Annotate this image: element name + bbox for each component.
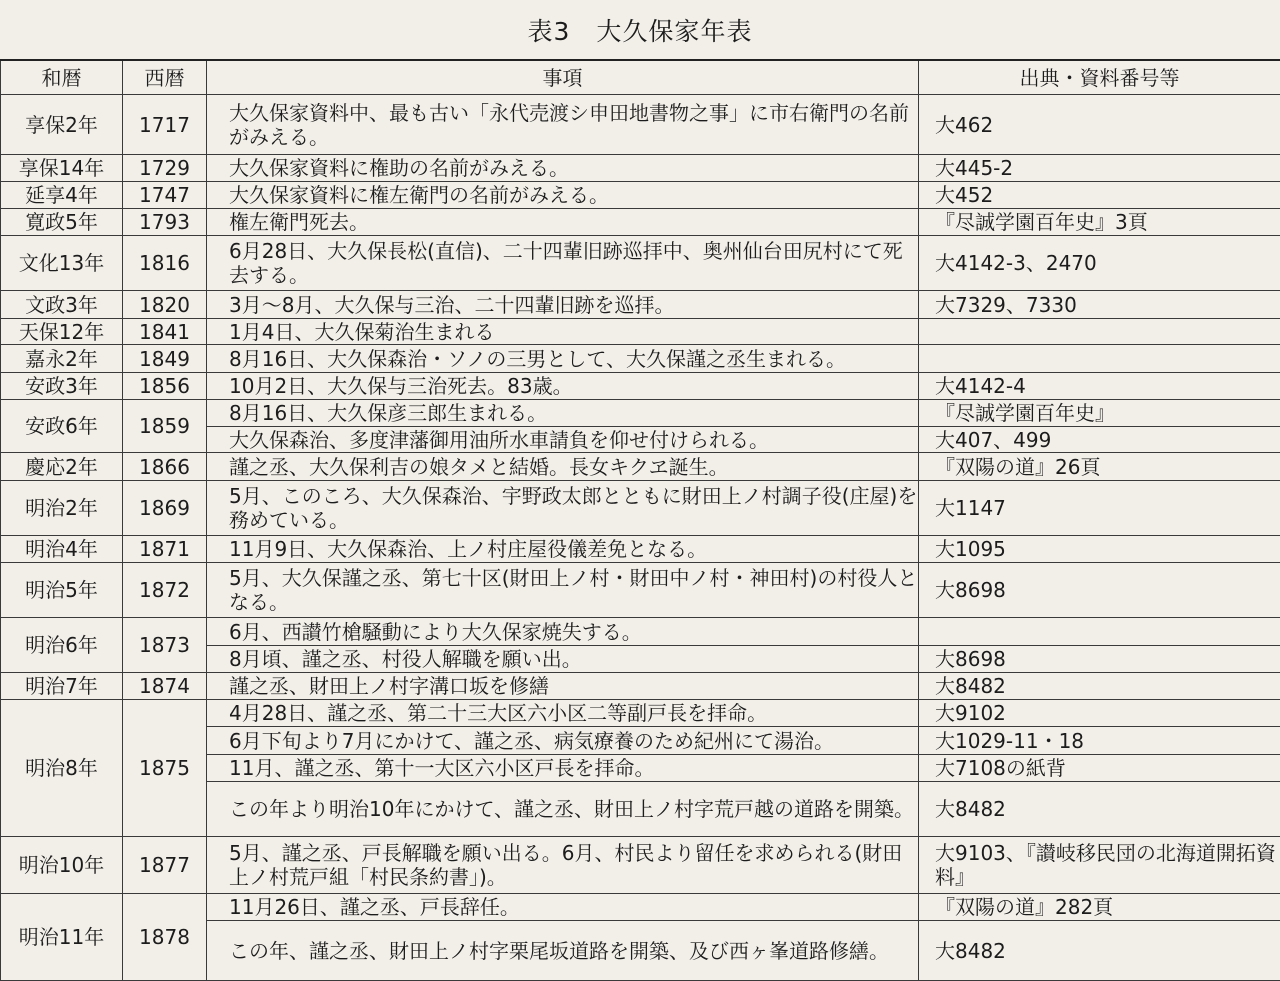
era-cell: 文政3年 bbox=[1, 291, 123, 319]
era-cell: 明治6年 bbox=[1, 618, 123, 673]
table-row bbox=[1, 563, 1280, 618]
year-cell: 1875 bbox=[123, 700, 207, 837]
era-cell: 嘉永2年 bbox=[1, 345, 123, 373]
event-text: 8月16日、大久保彦三郎生まれる。 bbox=[229, 401, 918, 425]
year-cell: 1871 bbox=[123, 536, 207, 563]
source-cell bbox=[919, 319, 1280, 345]
source-text: 『尽誠学園百年史』3頁 bbox=[935, 210, 1280, 234]
table-row bbox=[1, 319, 1280, 345]
era-cell: 明治4年 bbox=[1, 536, 123, 563]
event-text: 大久保家資料に権左衛門の名前がみえる。 bbox=[229, 183, 918, 207]
source-cell bbox=[919, 563, 1280, 618]
table-row bbox=[1, 209, 1280, 236]
event-text: 大久保家資料に権助の名前がみえる。 bbox=[229, 156, 918, 180]
table-row bbox=[1, 155, 1280, 182]
table-row bbox=[1, 345, 1280, 373]
source-cell bbox=[919, 236, 1280, 291]
era-cell: 明治7年 bbox=[1, 673, 123, 700]
source-cell bbox=[919, 373, 1280, 400]
year-cell: 1717 bbox=[123, 95, 207, 155]
era-cell: 文化13年 bbox=[1, 236, 123, 291]
era-cell: 享保2年 bbox=[1, 95, 123, 155]
event-text: 謹之丞、大久保利吉の娘タメと結婚。長女キクヱ誕生。 bbox=[229, 455, 918, 479]
source-cell bbox=[919, 673, 1280, 700]
event-text: 4月28日、謹之丞、第二十三大区六小区二等副戸長を拝命。 bbox=[229, 701, 918, 725]
table-row bbox=[1, 291, 1280, 319]
source-cell bbox=[919, 95, 1280, 155]
event-cell bbox=[207, 400, 919, 427]
source-cell bbox=[919, 155, 1280, 182]
era-cell: 安政6年 bbox=[1, 400, 123, 453]
table-row bbox=[1, 236, 1280, 291]
event-cell bbox=[207, 373, 919, 400]
table-row bbox=[1, 673, 1280, 700]
source-cell bbox=[919, 755, 1280, 782]
event-text: 8月16日、大久保森治・ソノの三男として、大久保謹之丞生まれる。 bbox=[229, 347, 918, 371]
event-text: 大久保森治、多度津藩御用油所水車請負を仰せ付けられる。 bbox=[229, 428, 918, 452]
source-cell bbox=[919, 182, 1280, 209]
table-row bbox=[1, 894, 1280, 921]
year-cell: 1873 bbox=[123, 618, 207, 673]
event-text: 5月、大久保謹之丞、第七十区(財田上ノ村・財田中ノ村・神田村)の村役人となる。 bbox=[229, 566, 918, 614]
source-text: 大1095 bbox=[935, 537, 1280, 561]
era-cell: 明治8年 bbox=[1, 700, 123, 837]
table-row bbox=[1, 837, 1280, 894]
source-cell bbox=[919, 837, 1280, 894]
source-text: 『双陽の道』26頁 bbox=[935, 455, 1280, 479]
event-cell bbox=[207, 755, 919, 782]
source-text: 大7108の紙背 bbox=[935, 756, 1280, 780]
event-cell bbox=[207, 182, 919, 209]
era-cell: 明治5年 bbox=[1, 563, 123, 618]
event-text: 6月、西讃竹槍騒動により大久保家焼失する。 bbox=[229, 620, 918, 644]
source-text: 大9102 bbox=[935, 701, 1280, 725]
source-text: 大8482 bbox=[935, 674, 1280, 698]
event-text: 11月、謹之丞、第十一大区六小区戸長を拝命。 bbox=[229, 756, 918, 780]
year-cell: 1793 bbox=[123, 209, 207, 236]
source-text: 『双陽の道』282頁 bbox=[935, 895, 1280, 919]
year-cell: 1874 bbox=[123, 673, 207, 700]
event-cell bbox=[207, 700, 919, 727]
year-cell: 1820 bbox=[123, 291, 207, 319]
header-source: 出典・資料番号等 bbox=[919, 60, 1280, 95]
era-cell: 寛政5年 bbox=[1, 209, 123, 236]
source-cell bbox=[919, 453, 1280, 481]
year-cell: 1816 bbox=[123, 236, 207, 291]
header-row bbox=[1, 60, 1280, 95]
source-cell bbox=[919, 481, 1280, 536]
event-cell bbox=[207, 782, 919, 837]
source-cell bbox=[919, 921, 1280, 981]
table-title: 表3 大久保家年表 bbox=[0, 12, 1280, 48]
event-text: 3月～8月、大久保与三治、二十四輩旧跡を巡拝。 bbox=[229, 293, 918, 317]
source-cell bbox=[919, 782, 1280, 837]
header-wareki: 和暦 bbox=[1, 60, 123, 95]
event-cell bbox=[207, 921, 919, 981]
source-text: 大1147 bbox=[935, 496, 1280, 520]
source-cell bbox=[919, 427, 1280, 453]
era-cell: 天保12年 bbox=[1, 319, 123, 345]
event-cell bbox=[207, 291, 919, 319]
era-cell: 明治2年 bbox=[1, 481, 123, 536]
source-text: 大8698 bbox=[935, 578, 1280, 602]
source-cell bbox=[919, 727, 1280, 755]
year-cell: 1747 bbox=[123, 182, 207, 209]
event-cell bbox=[207, 155, 919, 182]
event-cell bbox=[207, 563, 919, 618]
event-text: 5月、このころ、大久保森治、宇野政太郎とともに財田上ノ村調子役(庄屋)を務めている。 bbox=[229, 484, 918, 532]
event-cell bbox=[207, 618, 919, 646]
event-text: この年より明治10年にかけて、謹之丞、財田上ノ村字荒戸越の道路を開築。 bbox=[229, 797, 918, 821]
table-row bbox=[1, 400, 1280, 427]
source-text: 大452 bbox=[935, 183, 1280, 207]
event-cell bbox=[207, 209, 919, 236]
era-cell: 安政3年 bbox=[1, 373, 123, 400]
source-cell bbox=[919, 700, 1280, 727]
header-seireki: 西暦 bbox=[123, 60, 207, 95]
year-cell: 1856 bbox=[123, 373, 207, 400]
event-cell bbox=[207, 453, 919, 481]
year-cell: 1866 bbox=[123, 453, 207, 481]
source-text: 大462 bbox=[935, 113, 1280, 137]
table-row bbox=[1, 95, 1280, 155]
event-text: 6月下旬より7月にかけて、謹之丞、病気療養のため紀州にて湯治。 bbox=[229, 729, 918, 753]
source-cell bbox=[919, 400, 1280, 427]
source-text: 大7329、7330 bbox=[935, 293, 1280, 317]
event-text: 11月26日、謹之丞、戸長辞任。 bbox=[229, 895, 918, 919]
source-cell bbox=[919, 345, 1280, 373]
table-row bbox=[1, 700, 1280, 727]
source-text: 大4142-4 bbox=[935, 374, 1280, 398]
era-cell: 明治10年 bbox=[1, 837, 123, 894]
event-text: 10月2日、大久保与三治死去。83歳。 bbox=[229, 374, 918, 398]
event-text: 大久保家資料中、最も古い「永代売渡シ申田地書物之事」に市右衛門の名前がみえる。 bbox=[229, 101, 918, 149]
source-text: 大8482 bbox=[935, 797, 1280, 821]
source-text: 大445-2 bbox=[935, 156, 1280, 180]
year-cell: 1878 bbox=[123, 894, 207, 981]
table-row bbox=[1, 182, 1280, 209]
source-text: 大9103、『讃岐移民団の北海道開拓資料』 bbox=[935, 841, 1280, 889]
event-cell bbox=[207, 427, 919, 453]
table-row bbox=[1, 536, 1280, 563]
event-cell bbox=[207, 536, 919, 563]
source-cell bbox=[919, 646, 1280, 673]
source-cell bbox=[919, 536, 1280, 563]
source-cell bbox=[919, 209, 1280, 236]
event-cell bbox=[207, 673, 919, 700]
event-cell bbox=[207, 837, 919, 894]
year-cell: 1872 bbox=[123, 563, 207, 618]
table-row bbox=[1, 618, 1280, 646]
era-cell: 享保14年 bbox=[1, 155, 123, 182]
event-text: 11月9日、大久保森治、上ノ村庄屋役儀差免となる。 bbox=[229, 537, 918, 561]
event-text: 謹之丞、財田上ノ村字溝口坂を修繕 bbox=[229, 674, 918, 698]
year-cell: 1859 bbox=[123, 400, 207, 453]
source-cell bbox=[919, 291, 1280, 319]
source-cell bbox=[919, 618, 1280, 646]
event-cell bbox=[207, 727, 919, 755]
event-text: 5月、謹之丞、戸長解職を願い出る。6月、村民より留任を求められる(財田上ノ村荒戸組「村民条約書」)。 bbox=[229, 841, 918, 889]
event-cell bbox=[207, 646, 919, 673]
year-cell: 1841 bbox=[123, 319, 207, 345]
source-text: 大407、499 bbox=[935, 428, 1280, 452]
year-cell: 1849 bbox=[123, 345, 207, 373]
event-text: この年、謹之丞、財田上ノ村字栗尾坂道路を開築、及び西ヶ峯道路修繕。 bbox=[229, 939, 918, 963]
era-cell: 慶応2年 bbox=[1, 453, 123, 481]
event-text: 8月頃、謹之丞、村役人解職を願い出。 bbox=[229, 647, 918, 671]
chronology-table bbox=[0, 59, 1280, 981]
event-text: 権左衛門死去。 bbox=[229, 210, 918, 234]
event-text: 6月28日、大久保長松(直信)、二十四輩旧跡巡拝中、奥州仙台田尻村にて死去する。 bbox=[229, 239, 918, 287]
event-cell bbox=[207, 319, 919, 345]
source-text: 大8698 bbox=[935, 647, 1280, 671]
source-text: 『尽誠学園百年史』 bbox=[935, 401, 1280, 425]
event-cell bbox=[207, 345, 919, 373]
event-cell bbox=[207, 894, 919, 921]
era-cell: 明治11年 bbox=[1, 894, 123, 981]
event-cell bbox=[207, 95, 919, 155]
source-text: 大1029-11・18 bbox=[935, 729, 1280, 753]
year-cell: 1877 bbox=[123, 837, 207, 894]
source-cell bbox=[919, 894, 1280, 921]
event-cell bbox=[207, 481, 919, 536]
year-cell: 1729 bbox=[123, 155, 207, 182]
table-row bbox=[1, 481, 1280, 536]
source-text: 大8482 bbox=[935, 939, 1280, 963]
table-row bbox=[1, 453, 1280, 481]
era-cell: 延享4年 bbox=[1, 182, 123, 209]
year-cell: 1869 bbox=[123, 481, 207, 536]
event-text: 1月4日、大久保菊治生まれる bbox=[229, 320, 918, 344]
event-cell bbox=[207, 236, 919, 291]
source-text: 大4142-3、2470 bbox=[935, 251, 1280, 275]
header-jikou: 事項 bbox=[207, 60, 919, 95]
table-row bbox=[1, 373, 1280, 400]
